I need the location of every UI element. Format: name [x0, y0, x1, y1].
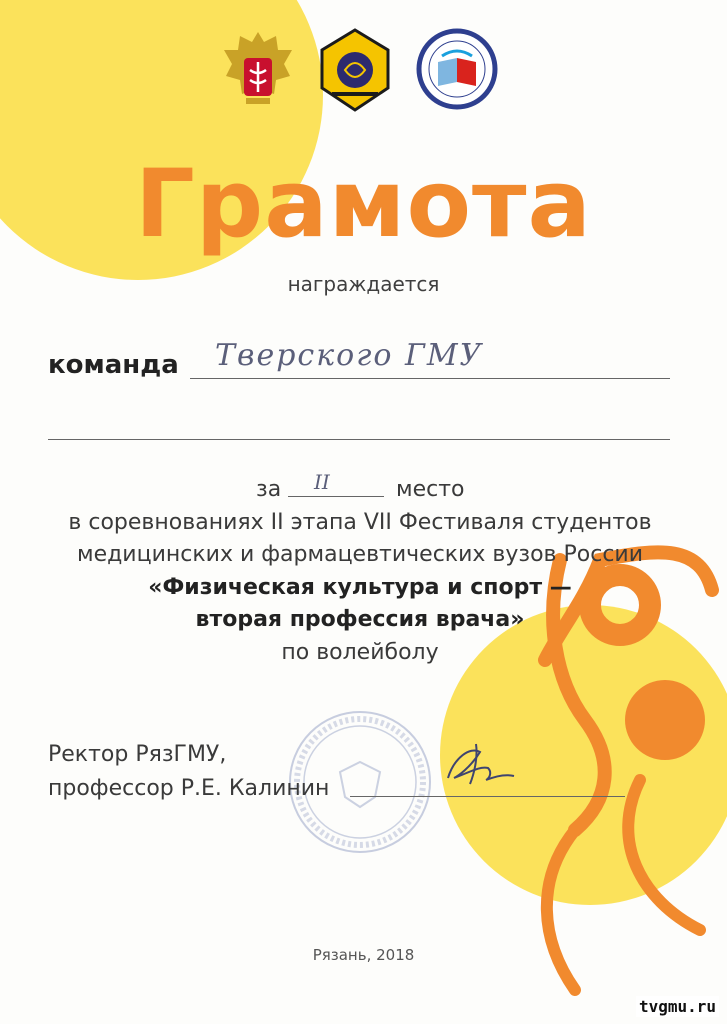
- place-value-handwritten: II: [314, 470, 330, 494]
- team-label: команда: [48, 350, 179, 380]
- place-suffix: место: [396, 477, 465, 502]
- team-underline: [190, 378, 670, 379]
- team-name-handwritten: Тверского ГМУ: [215, 338, 484, 373]
- place-underline: [288, 496, 384, 497]
- event-title-line-2: вторая профессия врача»: [195, 607, 525, 632]
- signature-underline: [350, 796, 625, 797]
- event-title-line-1: «Физическая культура и спорт —: [148, 575, 572, 600]
- coat-of-arms-icon: [218, 28, 298, 110]
- body-line-2: медицинских и фармацевтических вузов России: [76, 542, 644, 567]
- council-emblem-icon: [416, 28, 498, 110]
- body-line-1: в соревнованиях II этапа VII Фестиваля студентов: [68, 510, 652, 535]
- sport-line: по волейболу: [281, 640, 439, 665]
- second-underline: [48, 439, 670, 440]
- awarded-subtitle: награждается: [287, 272, 440, 296]
- certificate-title: Грамота: [135, 150, 592, 259]
- signature-icon: [440, 738, 520, 788]
- site-watermark: tvgmu.ru: [636, 996, 719, 1017]
- city-year: Рязань, 2018: [312, 946, 415, 964]
- signatory-name: профессор Р.Е. Калинин: [48, 776, 330, 801]
- signatory-title: Ректор РязГМУ,: [48, 742, 227, 767]
- place-prefix: за: [256, 477, 282, 502]
- university-emblem-icon: [318, 28, 392, 112]
